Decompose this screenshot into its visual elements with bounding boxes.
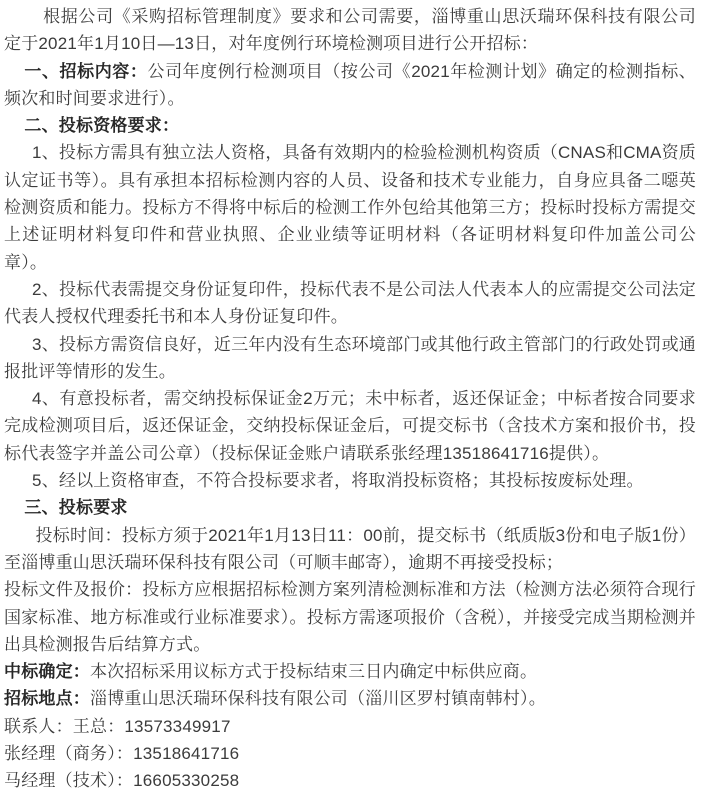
- intro-text: 根据公司《采购招标管理制度》要求和公司需要，淄博重山思沃瑞环保科技有限公司定于2021年1月10日—13日，对年度例行环境检测项目进行公开招标：: [4, 7, 696, 54]
- award-label: 中标确定：: [4, 662, 90, 682]
- section-requirements-heading: [4, 494, 696, 521]
- contact-line-2-text: 张经理（商务）：13518641716: [4, 744, 240, 764]
- requirement-time-text: 投标时间：投标方须于2021年1月13日11：00前，提交标书（纸质版3份和电子版1份）至淄博重山思沃瑞环保科技有限公司（可顺丰邮寄），逾期不再接受投标；: [4, 525, 696, 572]
- qualification-item-5-text: 5、经以上资格审查，不符合投标要求者，将取消投标资格；其投标按废标处理。: [32, 471, 644, 491]
- contact-line-3-text: 马经理（技术）：16605330258: [4, 771, 240, 791]
- qualification-item-1: [4, 139, 696, 275]
- section-content-paragraph: [4, 58, 696, 113]
- section-requirements-label: 三、投标要求: [24, 498, 128, 518]
- qualification-item-2: [4, 276, 696, 331]
- requirement-docs-paragraph: [4, 576, 696, 658]
- intro-paragraph: [4, 3, 696, 58]
- qualification-item-3: [4, 331, 696, 386]
- location-text: 淄博重山思沃瑞环保科技有限公司（淄川区罗村镇南韩村）。: [90, 689, 546, 709]
- award-text: 本次招标采用议标方式于投标结束三日内确定中标供应商。: [90, 662, 538, 682]
- qualification-item-3-text: 3、投标方需资信良好，近三年内没有生态环境部门或其他行政主管部门的行政处罚或通报批评等情形的发生。: [4, 334, 696, 381]
- qualification-item-4-text: 4、有意投标者，需交纳投标保证金2万元；未中标者，返还保证金；中标者按合同要求完成检测项目后，返还保证金，交纳投标保证金后，可提交标书（含技术方案和报价书，投标代表签字并盖公司公章）（投标保证金账户请联系张经理13518641716提供）。: [4, 389, 696, 463]
- section-content-label: 一、招标内容：: [24, 61, 148, 81]
- contact-line-3: [4, 767, 696, 794]
- contact-line-1: [4, 713, 696, 740]
- qualification-item-5: [4, 467, 696, 494]
- contact-line-1-text: 联系人：王总：13573349917: [4, 716, 231, 736]
- qualification-item-4: [4, 385, 696, 467]
- qualification-item-1-text: 1、投标方需具有独立法人资格，具备有效期内的检验检测机构资质（CNAS和CMA资质认定证书等）。具有承担本招标检测内容的人员、设备和技术专业能力，自身应具备二噁英检测资质和能力。投标方不得将中标后的检测工作外包给其他第三方；投标时投标方需提交上述证明材料复印件和营业执照、企业业绩等证明材料（各证明材料复印件加盖公司公章）。: [4, 143, 696, 272]
- award-paragraph: [4, 658, 696, 685]
- location-label: 招标地点：: [4, 689, 90, 709]
- qualification-item-2-text: 2、投标代表需提交身份证复印件，投标代表不是公司法人代表本人的应需提交公司法定代表人授权代理委托书和本人身份证复印件。: [4, 279, 696, 327]
- requirement-time-paragraph: [4, 522, 696, 577]
- requirement-docs-text: 投标文件及报价：投标方应根据招标检测方案列清检测标准和方法（检测方法必须符合现行国家标准、地方标准或行业标准要求）。投标方需逐项报价（含税），并接受完成当期检测并出具检测报告后结算方式。: [4, 580, 696, 654]
- section-qualification-label: 二、投标资格要求：: [24, 116, 180, 136]
- section-content-text: 公司年度例行检测项目（按公司《2021年检测计划》确定的检测指标、频次和时间要求进行）。: [4, 61, 697, 108]
- section-qualification-heading: [4, 112, 696, 139]
- location-paragraph: [4, 685, 696, 712]
- contact-line-2: [4, 740, 696, 767]
